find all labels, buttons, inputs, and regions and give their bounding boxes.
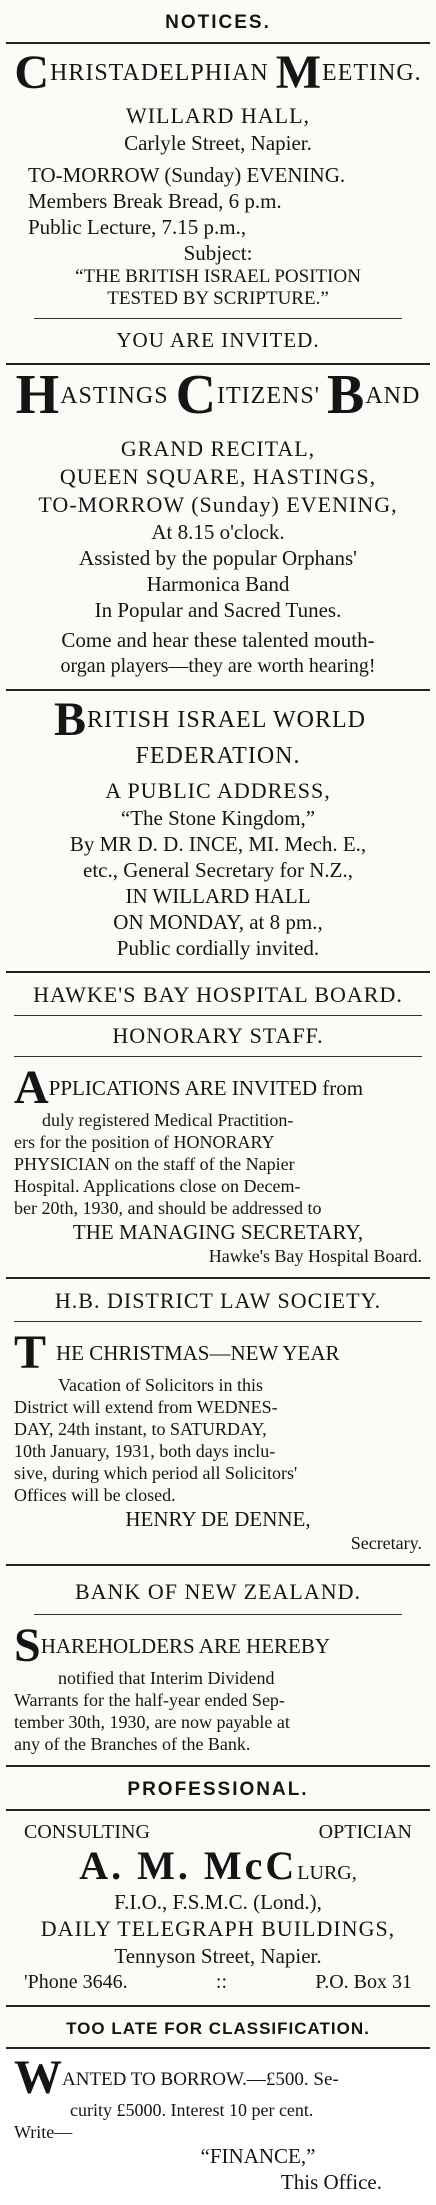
invited: YOU ARE INVITED.: [116, 328, 320, 352]
title-part: HRISTADELPHIAN: [49, 60, 276, 86]
bank-ad: [4, 1566, 432, 1765]
consulting-label: CONSULTING: [24, 1821, 150, 1843]
signatory-name: HENRY DE DENNE,: [125, 1507, 311, 1531]
law-line-3: District will extend from WEDNES-: [14, 1397, 278, 1417]
divider: [14, 1056, 422, 1057]
notices-column: [4, 0, 432, 2205]
assisted-2: Harmonica Band: [146, 572, 290, 596]
title-part: ASTINGS: [60, 383, 176, 409]
christadelphian-title: [14, 46, 422, 99]
speaker-role: etc., General Secretary for N.Z.,: [83, 858, 353, 882]
drop-cap: S: [14, 1619, 41, 1672]
law-line-6: sive, during which period all Solicitors': [14, 1463, 298, 1483]
name-large: A. M. McC: [79, 1843, 298, 1888]
divider: [34, 1614, 402, 1615]
wanted-line-5: This Office.: [280, 2170, 382, 2194]
speaker: By MR D. D. INCE, MI. Mech. E.,: [69, 832, 367, 856]
drop-cap: W: [14, 2051, 62, 2104]
street: Tennyson Street, Napier.: [114, 1944, 322, 1968]
law-line-7: Offices will be closed.: [14, 1485, 176, 1505]
hospital-line-8: Hawke's Bay Hospital Board.: [208, 1246, 422, 1266]
hospital-line-6: ber 20th, 1930, and should be addressed to: [14, 1198, 322, 1218]
hospital-line-2: duly registered Medical Practition-: [42, 1110, 294, 1130]
hospital-line-3: ers for the position of HONORARY: [14, 1132, 275, 1152]
wanted-line-2: curity £5000. Interest 10 per cent.: [70, 2100, 314, 2120]
monday: ON MONDAY, at 8 pm.,: [113, 910, 323, 934]
divider: [14, 1015, 422, 1016]
staff-title: HONORARY STAFF.: [112, 1023, 324, 1048]
text: HE CHRISTMAS—NEW YEAR: [56, 1341, 340, 1365]
qualifications: F.I.O., F.S.M.C. (Lond.),: [114, 1890, 322, 1914]
venue: WILLARD HALL,: [125, 103, 311, 128]
hospital-board-ad: [4, 973, 432, 1277]
law-society-ad: [4, 1279, 432, 1564]
bank-line-2: notified that Interim Dividend: [58, 1668, 275, 1688]
time: At 8.15 o'clock.: [151, 520, 285, 544]
drop-cap: M: [275, 46, 323, 99]
hospital-line-7: THE MANAGING SECRETARY,: [72, 1220, 364, 1244]
separator: ::: [215, 1971, 228, 1993]
lecture: Public Lecture, 7.15 p.m.,: [28, 215, 247, 239]
when: TO-MORROW (Sunday) EVENING,: [38, 492, 398, 517]
wanted-line-4: “FINANCE,”: [200, 2144, 316, 2168]
notices-heading: NOTICES.: [165, 12, 271, 33]
text: ANTED TO BORROW.—£500. Se-: [62, 2069, 339, 2090]
square: QUEEN SQUARE, HASTINGS,: [59, 464, 377, 489]
title-part: RITISH ISRAEL WORLD: [87, 707, 367, 733]
wanted-ad: [4, 2049, 432, 2205]
hastings-band-ad: [4, 365, 432, 689]
come-1: Come and hear these talented mouth-: [61, 628, 375, 652]
text: PPLICATIONS ARE INVITED from: [48, 1076, 364, 1100]
stone-kingdom: “The Stone Kingdom,”: [120, 806, 316, 830]
drop-cap: T: [14, 1326, 47, 1379]
subject-label: Subject:: [183, 241, 253, 265]
hospital-line-1: [14, 1061, 422, 1114]
venue: IN WILLARD HALL: [125, 884, 311, 908]
wanted-line-1: [14, 2051, 422, 2104]
public-address: A PUBLIC ADDRESS,: [105, 778, 331, 803]
law-line-4: DAY, 24th instant, to SATURDAY,: [14, 1419, 267, 1439]
public-invited: Public cordially invited.: [116, 936, 320, 960]
title-part: AND: [365, 383, 421, 409]
law-line-1: [14, 1326, 422, 1379]
federation-title-2: FEDERATION.: [135, 743, 301, 769]
break-bread: Members Break Bread, 6 p.m.: [28, 189, 282, 213]
contact-row: [14, 1969, 422, 1995]
bank-line-4: tember 30th, 1930, are now payable at: [14, 1712, 290, 1732]
bank-title: BANK OF NEW ZEALAND.: [74, 1579, 362, 1604]
consulting-optician-row: [14, 1819, 422, 1845]
subject-line-2: TESTED BY SCRIPTURE.”: [107, 288, 329, 309]
po-box: P.O. Box 31: [315, 1971, 412, 1993]
drop-cap: H: [15, 364, 61, 426]
bank-line-5: any of the Branches of the Bank.: [14, 1734, 251, 1754]
federation-title-1: [14, 693, 422, 746]
when: TO-MORROW (Sunday) EVENING.: [28, 163, 346, 187]
title-part: ITIZENS': [217, 383, 327, 409]
recital: GRAND RECITAL,: [120, 436, 316, 461]
text: HAREHOLDERS ARE HEREBY: [40, 1634, 331, 1658]
street: Carlyle Street, Napier.: [124, 131, 312, 155]
signatory-role: Secretary.: [350, 1533, 422, 1553]
buildings: DAILY TELEGRAPH BUILDINGS,: [40, 1916, 396, 1941]
phone: 'Phone 3646.: [24, 1971, 128, 1993]
drop-cap: B: [54, 693, 88, 746]
assisted-1: Assisted by the popular Orphans': [79, 546, 357, 570]
drop-cap: C: [175, 364, 218, 426]
hospital-line-5: Hospital. Applications close on Decem-: [14, 1176, 301, 1196]
optician-name: [14, 1845, 422, 1889]
too-late-heading: TOO LATE FOR CLASSIFICATION.: [66, 2019, 370, 2038]
name-small: LURG,: [297, 1862, 357, 1884]
professional-heading: PROFESSIONAL.: [127, 1779, 309, 1800]
band-title: [14, 364, 422, 426]
come-2: organ players—they are worth hearing!: [60, 655, 376, 677]
board-title: HAWKE'S BAY HOSPITAL BOARD.: [33, 982, 403, 1007]
law-title: H.B. DISTRICT LAW SOCIETY.: [54, 1288, 382, 1313]
tunes: In Popular and Sacred Tunes.: [94, 598, 342, 622]
subject-line-1: “THE BRITISH ISRAEL POSITION: [75, 266, 361, 287]
drop-cap: C: [14, 46, 50, 99]
optician-ad: [4, 1811, 432, 2005]
divider: [34, 318, 402, 319]
british-israel-ad: [4, 691, 432, 971]
drop-cap: B: [326, 364, 366, 426]
wanted-line-3: Write—: [14, 2122, 73, 2142]
law-line-5: 10th January, 1931, both days inclu-: [14, 1441, 276, 1461]
drop-cap: A: [14, 1061, 49, 1114]
hospital-line-4: PHYSICIAN on the staff of the Napier: [14, 1154, 295, 1174]
divider: [14, 1321, 422, 1322]
bank-line-3: Warrants for the half-year ended Sep-: [14, 1690, 285, 1710]
law-line-2: Vacation of Solicitors in this: [58, 1375, 263, 1395]
optician-label: OPTICIAN: [318, 1821, 412, 1843]
title-part: EETING.: [322, 60, 422, 86]
christadelphian-ad: [4, 44, 432, 363]
bank-line-1: [14, 1619, 422, 1672]
